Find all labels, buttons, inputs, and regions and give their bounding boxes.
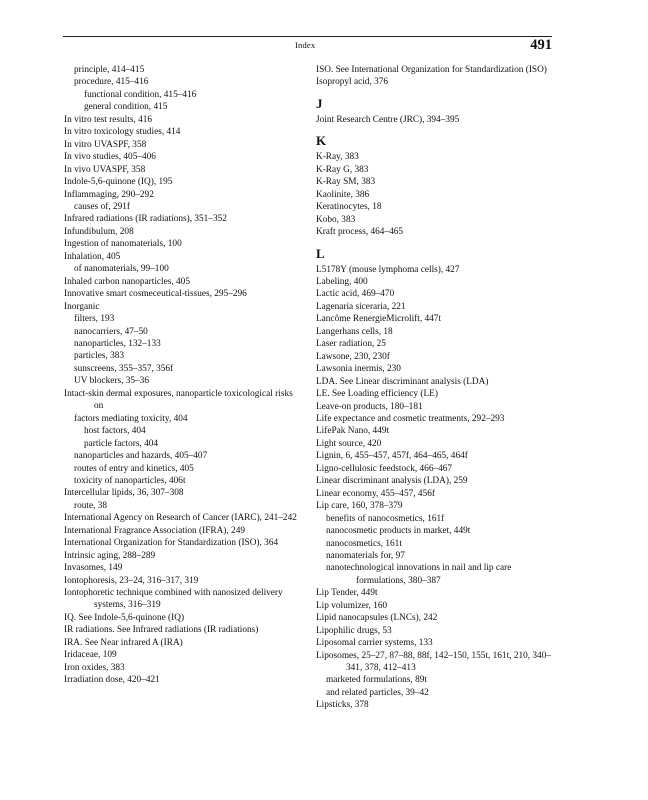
running-header-title: Index [295, 40, 316, 50]
index-entry: Kraft process, 464–465 [316, 227, 404, 238]
index-column-left [64, 64, 302, 687]
index-entry: Infrared radiations (IR radiations), 351–352 [64, 214, 227, 225]
index-entry: Joint Research Centre (JRC), 394–395 [316, 114, 460, 125]
index-entry: Ligno-cellulosic feedstock, 466–467 [316, 463, 453, 474]
index-entry: Inhaled carbon nanoparticles, 405 [64, 276, 190, 287]
index-entry: Iontophoretic technique combined with nanosized delivery systems, 316–319 [64, 588, 283, 611]
index-entry: Leave-on products, 180–181 [316, 401, 423, 412]
index-entry: Lagenaria siceraria, 221 [316, 301, 406, 312]
index-entry: Lipophilic drugs, 53 [316, 625, 392, 636]
index-entry: In vivo UVASPF, 358 [64, 164, 146, 175]
index-entry: Lawsone, 230, 230f [316, 351, 390, 362]
index-entry: Lipsticks, 378 [316, 700, 369, 711]
section-letter: J [316, 95, 323, 111]
index-subentry: route, 38 [74, 500, 108, 511]
index-entry: Invasomes, 149 [64, 563, 123, 574]
index-subentry: nanotechnological innovations in nail and lip care formulations, 380–387 [326, 563, 512, 586]
index-subentry: general condition, 415 [84, 102, 168, 113]
index-subentry: nanomaterials for, 97 [326, 550, 405, 561]
index-subentry: host factors, 404 [84, 426, 146, 437]
index-entry: In vitro UVASPF, 358 [64, 139, 147, 150]
index-entry: IQ. See Indole-5,6-quinone (IQ) [64, 612, 185, 623]
index-subentry: nanocarriers, 47–50 [74, 326, 148, 337]
index-subentry: benefits of nanocosmetics, 161f [326, 513, 445, 524]
index-entry: IR radiations. See Infrared radiations (IR radiations) [64, 625, 259, 636]
index-entry: Life expectance and cosmetic treatments, 292–293 [316, 413, 505, 424]
index-entry: Kaolinite, 386 [316, 189, 370, 200]
index-entry: Iontophoresis, 23–24, 316–317, 319 [64, 575, 199, 586]
index-entry: Lactic acid, 469–470 [316, 289, 395, 300]
index-entry: Kobo, 383 [316, 214, 356, 225]
index-entry: Langerhans cells, 18 [316, 326, 393, 337]
index-entry: Lip Tender, 449t [316, 588, 378, 599]
index-entry: Inorganic [64, 301, 100, 312]
index-entry: Inhalation, 405 [64, 251, 121, 262]
index-entry: Innovative smart cosmeceutical-tissues, 295–296 [64, 289, 247, 300]
index-entry: K-Ray SM, 383 [316, 177, 376, 188]
index-entry: K-Ray G, 383 [316, 164, 369, 175]
header-rule [63, 36, 552, 37]
index-entry: In vivo studies, 405–406 [64, 152, 156, 163]
index-subentry: UV blockers, 35–36 [74, 376, 149, 387]
index-entry: LE. See Loading efficiency (LE) [316, 389, 438, 400]
index-entry: Lip volumizer, 160 [316, 600, 388, 611]
index-entry: Linear discriminant analysis (LDA), 259 [316, 476, 468, 487]
index-subentry: nanocosmetic products in market, 449t [326, 526, 471, 537]
index-entry: International Organization for Standardization (ISO), 364 [64, 538, 279, 549]
index-entry: Inflammaging, 290–292 [64, 189, 154, 200]
index-entry: Infundibulum, 208 [64, 226, 134, 237]
index-subentry: and related particles, 39–42 [326, 687, 429, 698]
index-entry: Indole-5,6-quinone (IQ), 195 [64, 177, 173, 188]
index-entry: Iron oxides, 383 [64, 662, 125, 673]
index-subentry: of nanomaterials, 99–100 [74, 264, 169, 275]
index-subentry: principle, 414–415 [74, 65, 145, 75]
index-entry: K-Ray, 383 [316, 152, 359, 163]
index-entry: In vitro test results, 416 [64, 114, 153, 125]
index-entry: ISO. See International Organization for Standardization (ISO) [316, 65, 547, 75]
index-subentry: particle factors, 404 [84, 438, 159, 449]
index-entry: Intrinsic aging, 288–289 [64, 550, 156, 561]
index-subentry: causes of, 291f [74, 201, 131, 212]
index-entry: Light source, 420 [316, 438, 382, 449]
index-entry: Irradiation dose, 420–421 [64, 675, 160, 686]
index-subentry: routes of entry and kinetics, 405 [74, 463, 194, 474]
index-entry: Lipid nanocapsules (LNCs), 242 [316, 613, 438, 624]
index-entry: Lancôme RenergieMicrolift, 447t [316, 314, 442, 325]
index-column-right [316, 64, 556, 712]
index-subentry: filters, 193 [74, 314, 115, 325]
index-entry: Keratinocytes, 18 [316, 202, 382, 213]
index-entry: Linear economy, 455–457, 456f [316, 488, 435, 499]
index-entry: Intercellular lipids, 36, 307–308 [64, 488, 184, 499]
index-entry: Labeling, 400 [316, 276, 368, 287]
index-entry: International Fragrance Association (IFRA), 249 [64, 525, 245, 536]
index-subentry: toxicity of nanoparticles, 406t [74, 475, 186, 486]
section-letter: L [316, 245, 325, 261]
index-entry: Lip care, 160, 378–379 [316, 501, 403, 512]
index-entry: Intact-skin dermal exposures, nanoparticle toxicological risks on [64, 388, 293, 412]
index-entry: International Agency on Research of Cancer (IARC), 241–242 [64, 513, 297, 524]
index-subentry: sunscreens, 355–357, 356f [74, 363, 174, 374]
index-subentry: factors mediating toxicity, 404 [74, 413, 188, 424]
page-number: 491 [530, 37, 552, 53]
index-subentry: nanoparticles, 132–133 [74, 338, 161, 349]
index-entry: LifePak Nano, 449t [316, 426, 390, 437]
index-entry: In vitro toxicology studies, 414 [64, 127, 181, 138]
index-entry: Laser radiation, 25 [316, 339, 386, 350]
index-entry: Lawsonia inermis, 230 [316, 364, 401, 375]
index-entry: Isopropyl acid, 376 [316, 77, 389, 88]
index-entry: Ingestion of nanomaterials, 100 [64, 239, 182, 250]
index-entry: LDA. See Linear discriminant analysis (LDA) [316, 376, 489, 387]
index-subentry: particles, 383 [74, 351, 125, 362]
index-entry: IRA. See Near infrared A (IRA) [64, 637, 183, 648]
index-subentry: marketed formulations, 89t [326, 675, 427, 686]
section-letter: K [316, 133, 327, 149]
index-subentry: nanoparticles and hazards, 405–407 [74, 451, 208, 462]
index-entry: Liposomes, 25–27, 87–88, 88f, 142–150, 155t, 161t, 210, 340–341, 378, 412–413 [316, 650, 552, 674]
index-entry: Iridaceae, 109 [64, 650, 117, 661]
index-entry: L5178Y (mouse lymphoma cells), 427 [316, 264, 460, 275]
index-entry: Lignin, 6, 455–457, 457f, 464–465, 464f [316, 451, 468, 462]
index-subentry: procedure, 415–416 [74, 77, 149, 88]
index-entry: Liposomal carrier systems, 133 [316, 638, 433, 649]
index-subentry: nanocosmetics, 161t [326, 538, 402, 549]
index-subentry: functional condition, 415–416 [84, 89, 197, 100]
